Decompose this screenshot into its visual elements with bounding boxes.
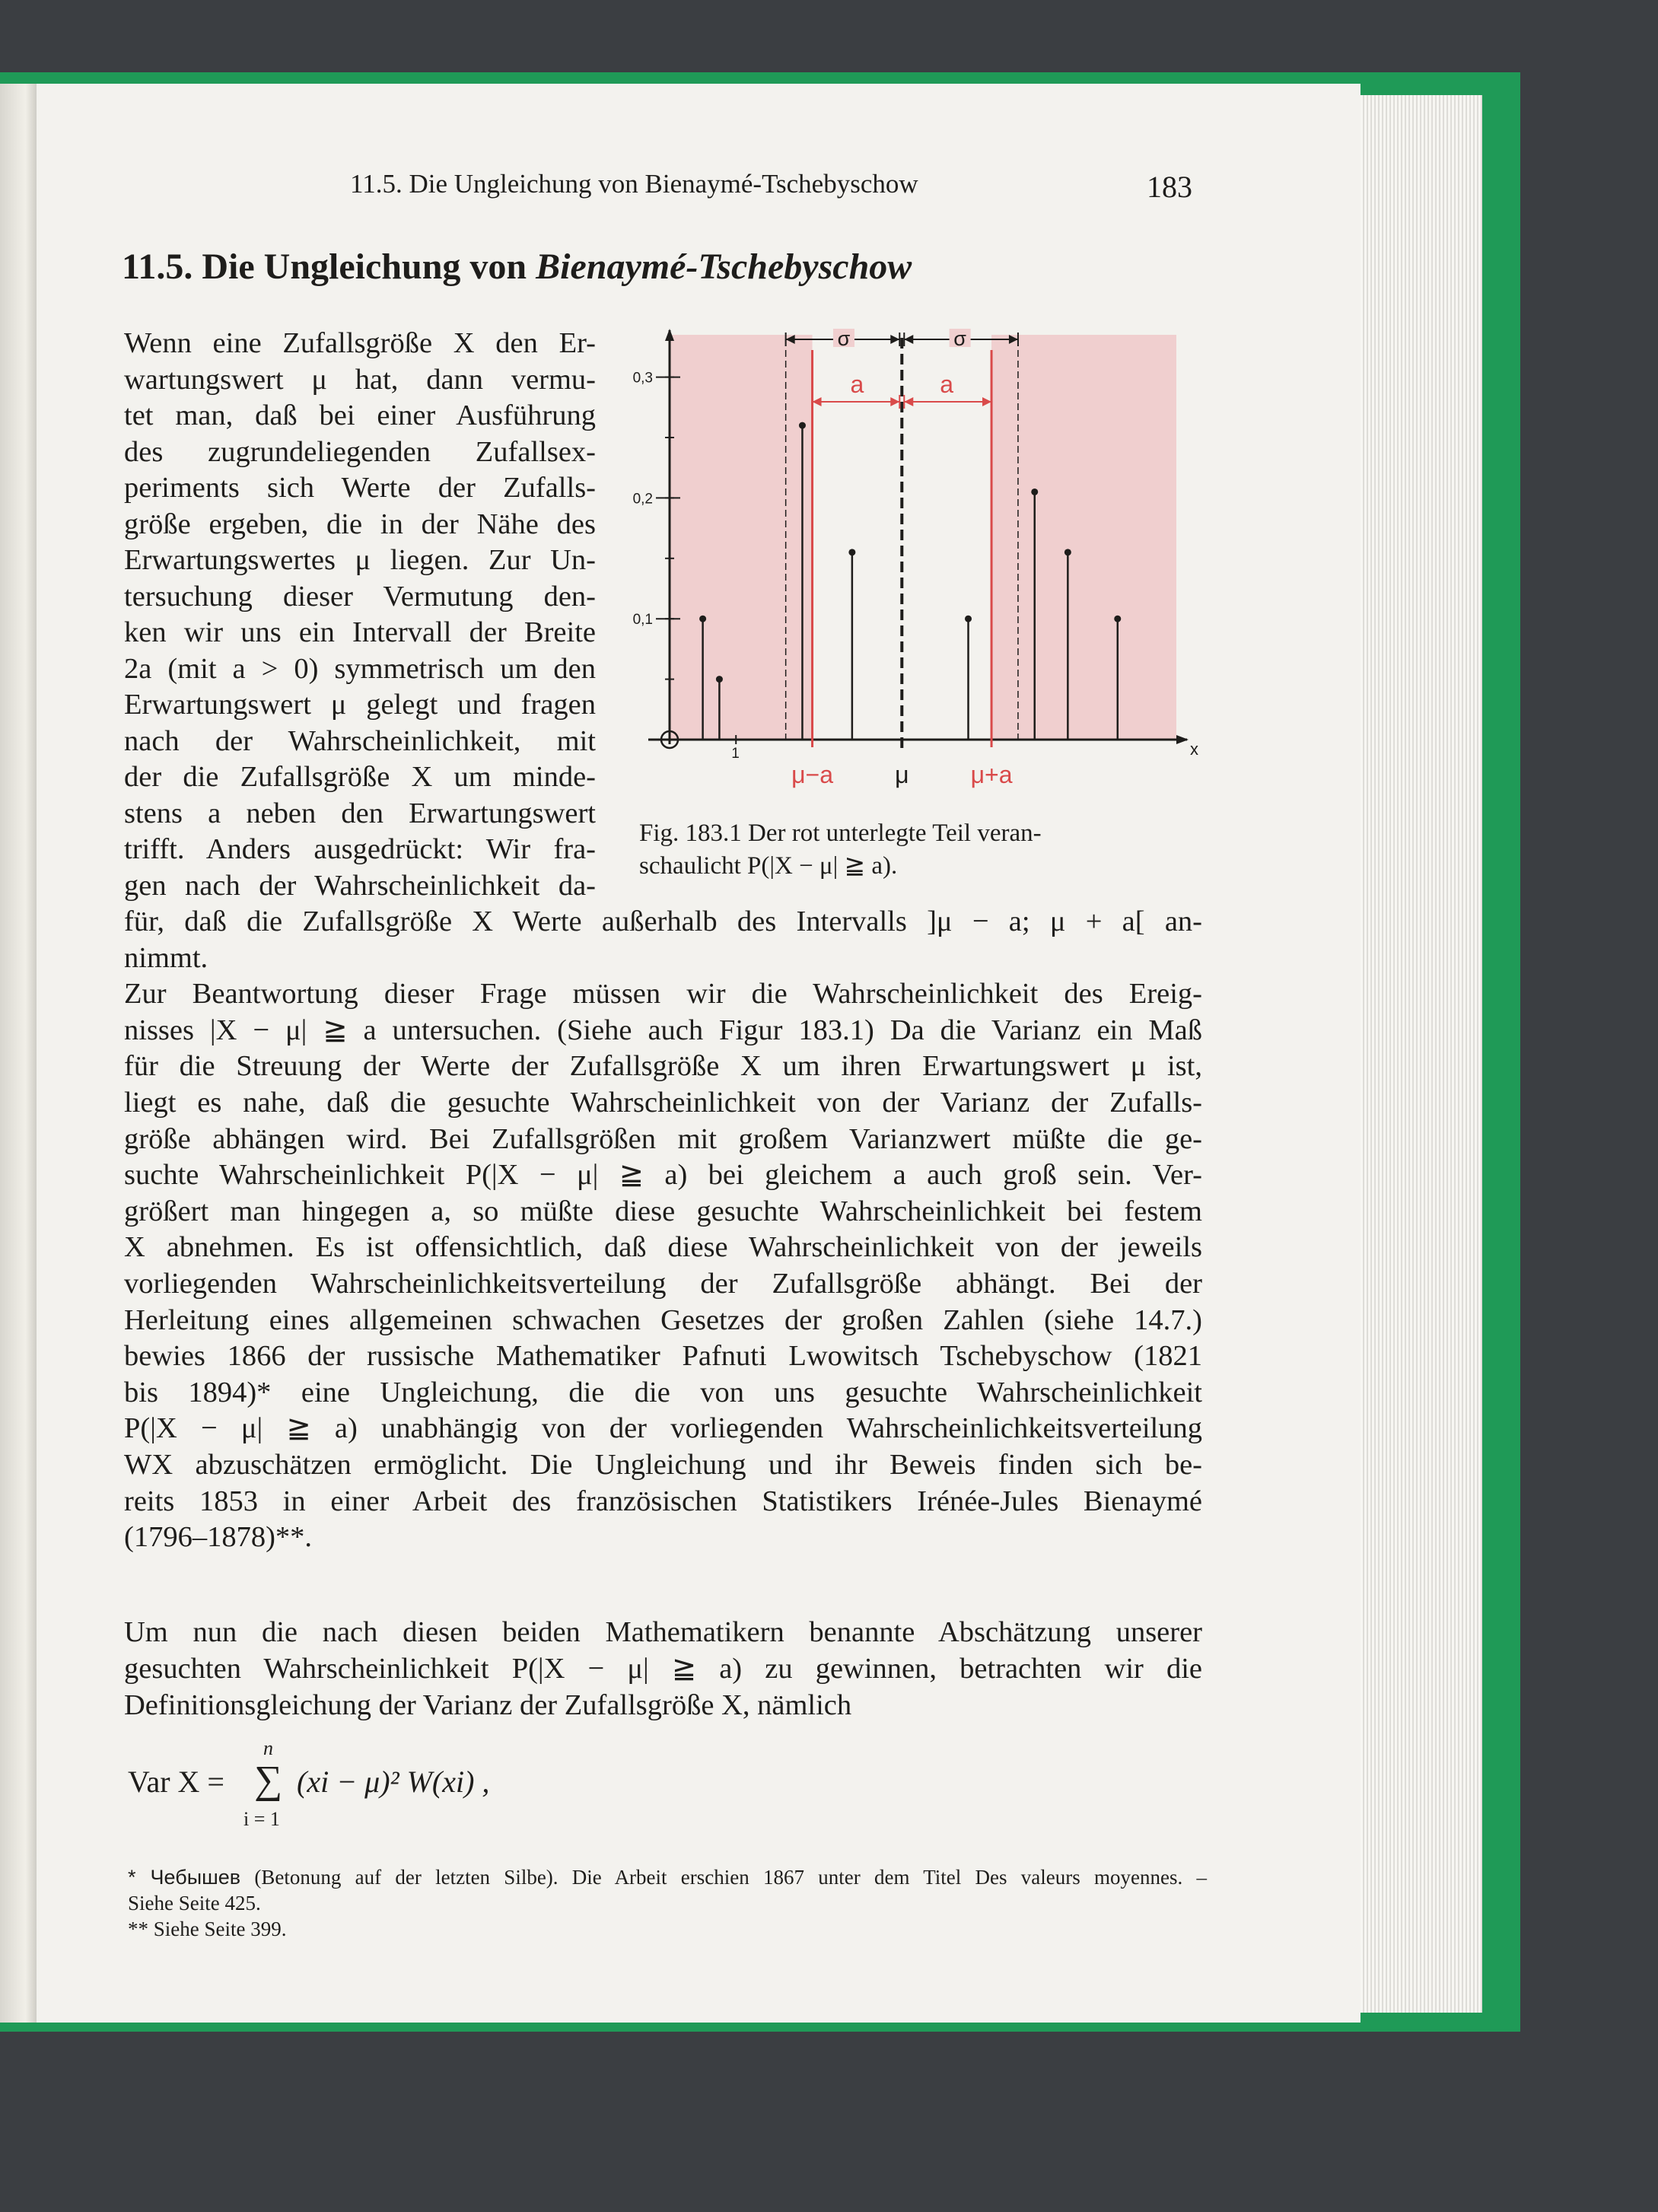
facing-page-edge xyxy=(0,84,37,2023)
text-line: des zugrundeliegenden Zufallsex- xyxy=(124,435,596,468)
text-line: Wenn eine Zufallsgröße X den Er- xyxy=(124,327,596,359)
text-line: gen nach der Wahrscheinlichkeit da- xyxy=(124,869,596,902)
text-line: X abnehmen. Es ist offensichtlich, daß diese Wahrscheinlichkeit von der jeweils xyxy=(124,1231,1202,1264)
text-line: nisses |X − μ| ≧ a untersuchen. (Siehe auch Figur 183.1) Da die Varianz ein Maß xyxy=(124,1014,1202,1046)
text-line: trifft. Anders ausgedrückt: Wir fra- xyxy=(124,833,596,865)
y-tick-label: 0,3 xyxy=(632,370,653,387)
running-head: 11.5. Die Ungleichung von Bienaymé-Tschebyschow xyxy=(350,169,918,199)
text-line: tet man, daß bei einer Ausführung xyxy=(124,399,596,431)
formula-lhs: Var X = xyxy=(128,1765,224,1799)
sigma-label-left: σ xyxy=(837,327,851,350)
sum-upper-limit: n xyxy=(263,1737,273,1759)
footnote-1 xyxy=(128,1866,1207,1889)
y-tick-label: 0,1 xyxy=(632,612,653,629)
text-line: stens a neben den Erwartungswert xyxy=(124,797,596,829)
sigma-arrow-right-head-left xyxy=(904,335,913,344)
bar-point xyxy=(799,422,806,429)
bar-point xyxy=(699,616,706,622)
sum-lower-limit: i = 1 xyxy=(243,1808,280,1830)
a-arrow-right-head-right xyxy=(982,397,991,406)
shaded-region-left xyxy=(670,335,813,740)
section-heading xyxy=(122,246,912,288)
text-line: Zur Beantwortung dieser Frage müssen wir die Wahrscheinlichkeit des Ereig- xyxy=(124,978,1202,1011)
text-line: Erwartungswertes μ liegen. Zur Un- xyxy=(124,544,596,576)
bar-point xyxy=(716,676,723,683)
text-line: ken wir uns ein Intervall der Breite xyxy=(124,616,596,648)
text-line: nach der Wahrscheinlichkeit, mit xyxy=(124,724,596,757)
text-line: Definitionsgleichung der Varianz der Zufallsgröße X, nämlich xyxy=(124,1689,852,1721)
text-line: für, daß die Zufallsgröße X Werte außerhalb des Intervalls ]μ − a; μ + a[ an- xyxy=(124,905,1202,937)
bar-point xyxy=(1064,549,1071,555)
x-axis-arrow xyxy=(1176,735,1189,744)
footnote-1-continuation: Siehe Seite 425. xyxy=(128,1892,261,1914)
label-mu-plus-a: μ+a xyxy=(970,761,1013,788)
text-line: (1796–1878)**. xyxy=(124,1521,313,1554)
bar-point xyxy=(1031,489,1038,495)
x-axis-label: x xyxy=(1190,740,1198,759)
a-arrow-left-head-right xyxy=(890,397,899,406)
section-title-plain: Die Ungleichung von xyxy=(202,247,527,287)
a-arrow-right-head-left xyxy=(904,397,913,406)
page-number: 183 xyxy=(1147,170,1192,204)
figure-183-1 xyxy=(615,327,1198,799)
text-line: P(|X − μ| ≧ a) unabhängig von der vorliegenden Wahrscheinlichkeitsverteilung xyxy=(124,1412,1202,1445)
page-edges xyxy=(1360,95,1482,2013)
sigma-arrow-left-head-right xyxy=(890,335,899,344)
footnote-2: ** Siehe Seite 399. xyxy=(128,1918,287,1940)
section-number: 11.5. xyxy=(122,247,193,287)
text-line: Erwartungswert μ gelegt und fragen xyxy=(124,689,596,721)
y-tick-label: 0,2 xyxy=(632,491,653,508)
x-tick-label: 1 xyxy=(731,746,740,762)
text-line: periments sich Werte der Zufalls- xyxy=(124,472,596,504)
shaded-region-right xyxy=(991,335,1176,740)
text-line: tersuchung dieser Vermutung den- xyxy=(124,580,596,613)
sigma-label-right: σ xyxy=(953,327,966,350)
text-line: größert man hingegen a, so müßte diese gesuchte Wahrscheinlichkeit bei festem xyxy=(124,1195,1202,1227)
text-line: vorliegenden Wahrscheinlichkeitsverteilung der Zufallsgröße abhängt. Bei der xyxy=(124,1268,1202,1300)
text-line: suchte Wahrscheinlichkeit P(|X − μ| ≧ a) bei gleichem a auch groß sein. Ver- xyxy=(124,1159,1202,1192)
figure-caption-line-2: schaulicht P(|X − μ| ≧ a). xyxy=(639,852,898,880)
text-line: wartungswert μ hat, dann vermu- xyxy=(124,363,596,396)
text-line: größe ergeben, die in der Nähe des xyxy=(124,508,596,540)
footnote-1-lead: * Чебышев xyxy=(128,1866,241,1889)
text-line: bis 1894)* eine Ungleichung, die die von uns gesuchte Wahrscheinlichkeit xyxy=(124,1376,1202,1408)
a-label-right: a xyxy=(940,371,954,398)
label-mu-minus-a: μ−a xyxy=(791,761,833,788)
text-line: Herleitung eines allgemeinen schwachen Gesetzes der großen Zahlen (siehe 14.7.) xyxy=(124,1303,1202,1336)
bar-point xyxy=(1114,616,1121,622)
figure-caption-line-1: Fig. 183.1 Der rot unterlegte Teil veran- xyxy=(639,820,1042,847)
text-line: Um nun die nach diesen beiden Mathematikern benannte Abschätzung unserer xyxy=(124,1616,1202,1648)
text-line: nimmt. xyxy=(124,941,208,974)
text-line: 2a (mit a > 0) symmetrisch um den xyxy=(124,652,596,685)
a-label-left: a xyxy=(850,371,864,398)
formula-body: (xi − μ)² W(xi) , xyxy=(297,1765,490,1799)
footnote-1-text: (Betonung auf der letzten Silbe). Die Arbeit erschien 1867 unter dem Titel Des valeurs moyennes. – xyxy=(240,1866,1208,1889)
bar-point xyxy=(965,616,972,622)
text-line: liegt es nahe, daß die gesuchte Wahrscheinlichkeit von der Varianz der Zufalls- xyxy=(124,1087,1202,1119)
text-line: für die Streuung der Werte der Zufallsgröße X um ihren Erwartungswert μ ist, xyxy=(124,1050,1202,1083)
text-line: bewies 1866 der russische Mathematiker Pafnuti Lwowitsch Tschebyschow (1821 xyxy=(124,1340,1202,1373)
bar-point xyxy=(848,549,855,555)
text-line: gesuchten Wahrscheinlichkeit P(|X − μ| ≧ a) zu gewinnen, betrachten wir die xyxy=(124,1653,1202,1685)
a-arrow-left-head-left xyxy=(813,397,822,406)
sum-sign: ∑ xyxy=(254,1758,283,1802)
label-mu: μ xyxy=(895,761,909,788)
text-line: der die Zufallsgröße X um minde- xyxy=(124,761,596,793)
section-title-italic: Bienaymé-Tschebyschow xyxy=(536,247,912,287)
text-line: größe abhängen wird. Bei Zufallsgrößen mit großem Varianzwert müßte die ge- xyxy=(124,1122,1202,1155)
text-line: WX abzuschätzen ermöglicht. Die Ungleichung und ihr Beweis finden sich be- xyxy=(124,1449,1202,1481)
text-line: reits 1853 in einer Arbeit des französischen Statistikers Irénée-Jules Bienaymé xyxy=(124,1485,1202,1517)
